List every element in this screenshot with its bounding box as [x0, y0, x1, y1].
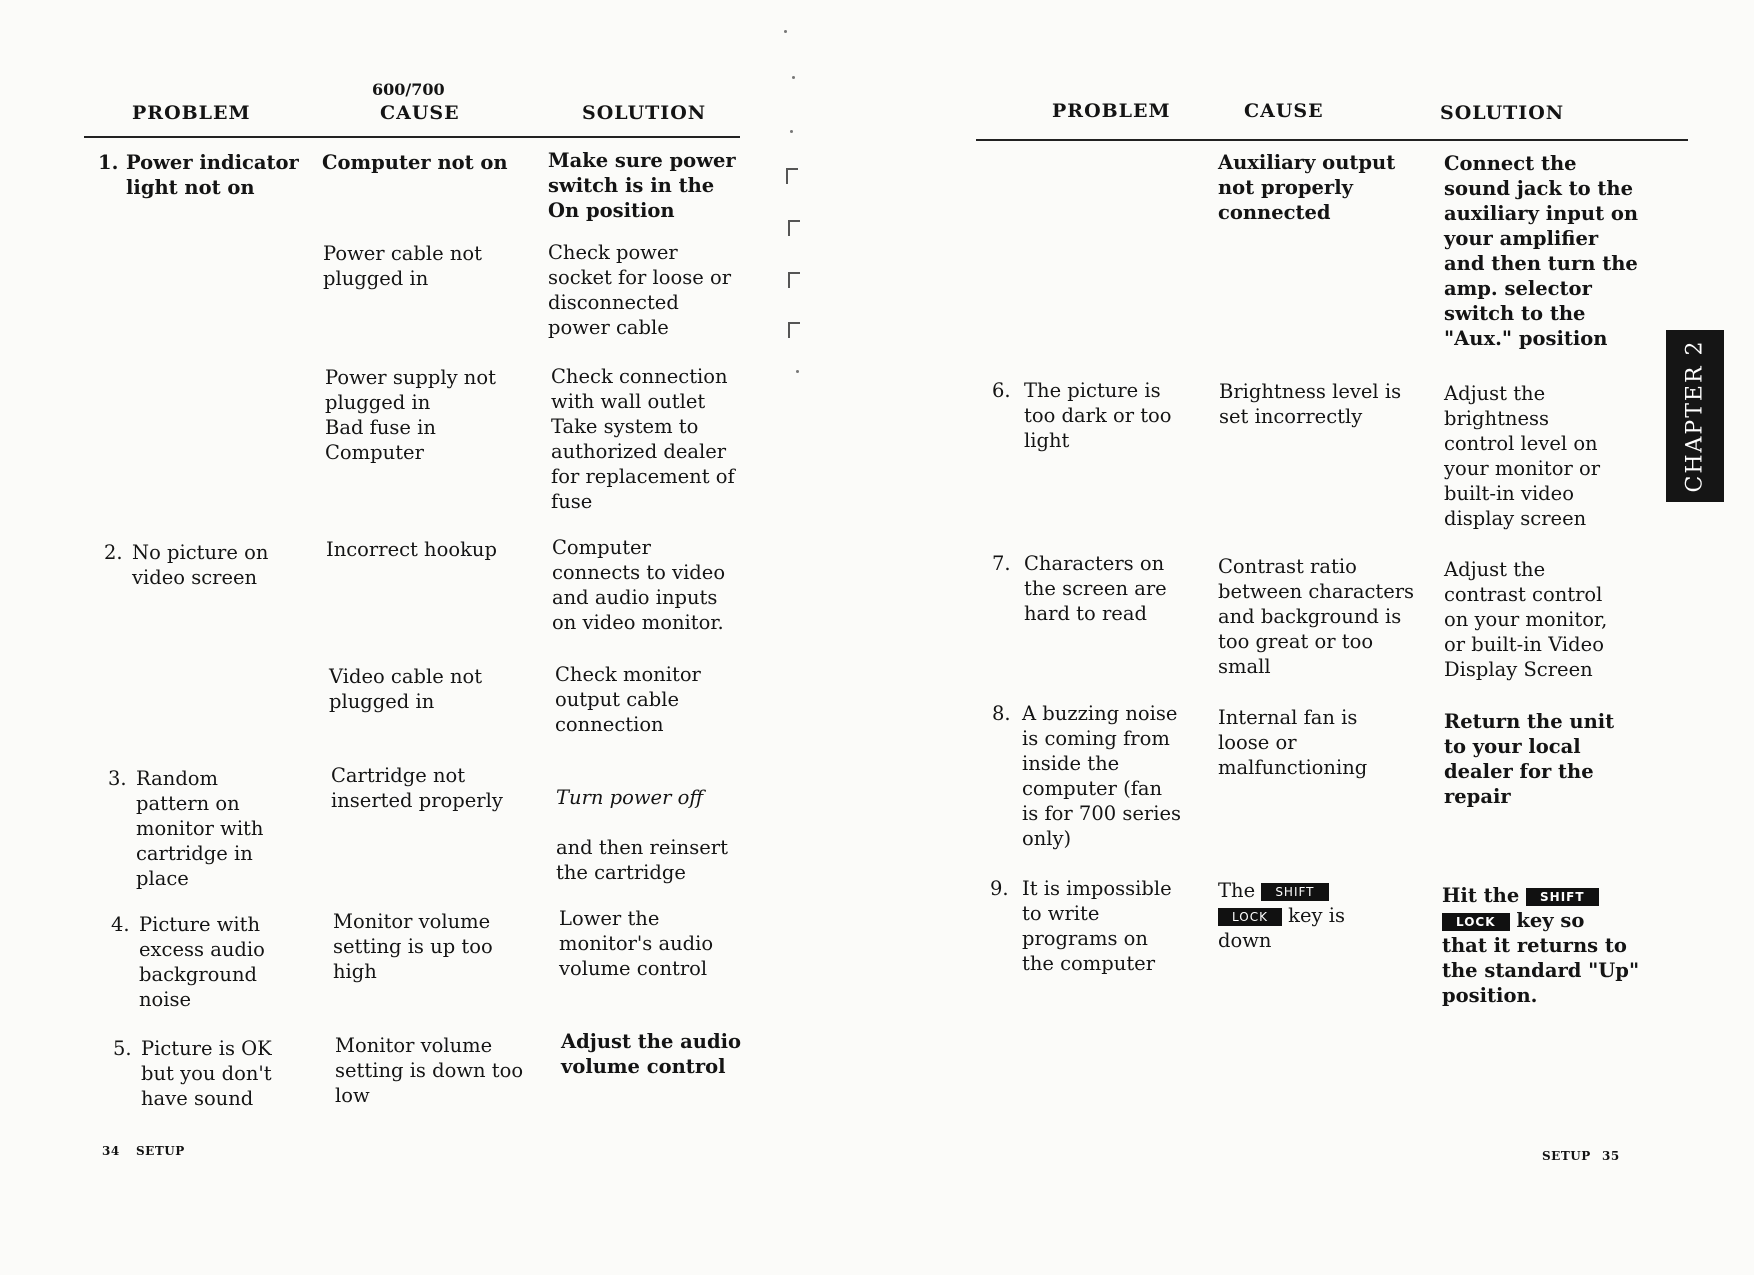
problem-number: 5.	[113, 1037, 132, 1060]
solution-text: Computer connects to video and audio inputs on video monitor.	[552, 536, 726, 634]
binding-mark	[786, 168, 798, 184]
header-rule	[84, 136, 740, 138]
scan-speck	[792, 76, 795, 79]
page-number: 35	[1602, 1149, 1620, 1163]
problem-text: The picture is too dark or too light	[1024, 379, 1172, 452]
page-section: SETUP	[136, 1144, 185, 1158]
problem-number: 1.	[98, 151, 119, 174]
scan-speck	[796, 370, 799, 373]
solution-italic: Turn power off	[556, 786, 704, 809]
problem-text: Random pattern on monitor with cartridge in place	[136, 767, 264, 890]
cause-text: Cartridge not inserted properly	[331, 764, 503, 812]
binding-mark	[788, 272, 800, 288]
solution-header: SOLUTION	[1440, 102, 1565, 124]
shift-key: SHIFT	[1526, 888, 1599, 906]
solution-text-block	[556, 760, 728, 910]
cause-text: Power cable not plugged in	[323, 242, 482, 290]
problem-number: 7.	[992, 552, 1011, 575]
chapter-tab	[1666, 330, 1724, 502]
cause-text: Power supply not plugged in Bad fuse in Computer	[325, 366, 496, 464]
right-page	[930, 0, 1754, 1275]
solution-text: and then reinsert the cartridge	[556, 836, 728, 884]
solution-text: Check monitor output cable connection	[555, 663, 701, 736]
solution-text: Adjust the audio volume control	[561, 1030, 742, 1078]
page-number: 34	[102, 1144, 120, 1158]
solution-text: key so	[1516, 909, 1585, 932]
problem-text: Picture with excess audio background noise	[139, 913, 265, 1011]
solution-text: Adjust the brightness control level on your monitor or built-in video display screen	[1444, 382, 1601, 530]
scan-speck	[784, 30, 787, 33]
page-section: SETUP	[1542, 1149, 1591, 1163]
problem-text: Power indicator light not on	[126, 151, 299, 199]
cause-text: Computer not on	[322, 151, 508, 174]
problem-number: 8.	[992, 702, 1011, 725]
cause-text: Contrast ratio between characters and background is too great or too small	[1218, 555, 1415, 678]
cause-header: CAUSE	[1244, 100, 1324, 122]
problem-number: 6.	[992, 379, 1011, 402]
chapter-tab-label: CHAPTER 2	[1682, 339, 1708, 493]
problem-text: It is impossible to write programs on the computer	[1022, 877, 1172, 975]
cause-text-block	[1218, 878, 1398, 953]
cause-text: The	[1218, 879, 1256, 902]
cause-header: CAUSE	[380, 102, 460, 124]
solution-text: Return the unit to your local dealer for the repair	[1444, 710, 1615, 808]
problem-number: 2.	[104, 541, 123, 564]
problem-text: Characters on the screen are hard to read	[1024, 552, 1167, 625]
cause-text: Auxiliary output not properly connected	[1218, 151, 1396, 224]
cause-text: Brightness level is set incorrectly	[1219, 380, 1402, 428]
solution-text: Adjust the contrast control on your monitor, or built-in Video Display Screen	[1444, 558, 1608, 681]
problem-number: 3.	[108, 767, 127, 790]
lock-key: LOCK	[1218, 908, 1282, 926]
problem-text: A buzzing noise is coming from inside the computer (fan is for 700 series only)	[1022, 702, 1181, 850]
problem-header: PROBLEM	[132, 102, 251, 124]
binding-mark	[788, 220, 800, 236]
lock-key: LOCK	[1442, 913, 1510, 931]
binding-mark	[788, 322, 800, 338]
solution-text: Lower the monitor's audio volume control	[559, 907, 714, 980]
problem-number: 9.	[990, 877, 1009, 900]
solution-text: Connect the sound jack to the auxiliary input on your amplifier and then turn the amp. selector switch to the "Aux." position	[1444, 152, 1639, 350]
solution-text: Check power socket for loose or disconnected power cable	[548, 241, 732, 339]
problem-text: No picture on video screen	[132, 541, 269, 589]
cause-text: Video cable not plugged in	[329, 665, 483, 713]
solution-header: SOLUTION	[582, 102, 707, 124]
solution-text: Make sure power switch is in the On position	[548, 149, 736, 222]
solution-text-block	[1442, 883, 1642, 1008]
solution-text: Hit the	[1442, 884, 1520, 907]
cause-model-label: 600/700	[372, 80, 445, 99]
cause-text: Internal fan is loose or malfunctioning	[1218, 706, 1368, 779]
scan-speck	[790, 130, 793, 133]
header-rule	[976, 139, 1688, 141]
cause-text: Monitor volume setting is up too high	[333, 910, 493, 983]
solution-text: that it returns to the standard "Up" position.	[1442, 934, 1640, 1007]
cause-text: Monitor volume setting is down too low	[335, 1034, 524, 1107]
cause-text: down	[1218, 929, 1272, 952]
binding-gutter	[770, 0, 860, 1275]
solution-text: Check connection with wall outlet Take system to authorized dealer for replacement of fuse	[551, 365, 735, 513]
problem-header: PROBLEM	[1052, 100, 1171, 122]
problem-number: 4.	[111, 913, 130, 936]
cause-text: key is	[1288, 904, 1345, 927]
left-page	[0, 0, 800, 1275]
cause-text: Incorrect hookup	[326, 538, 497, 561]
problem-text: Picture is OK but you don't have sound	[141, 1037, 272, 1110]
shift-key: SHIFT	[1261, 883, 1328, 901]
